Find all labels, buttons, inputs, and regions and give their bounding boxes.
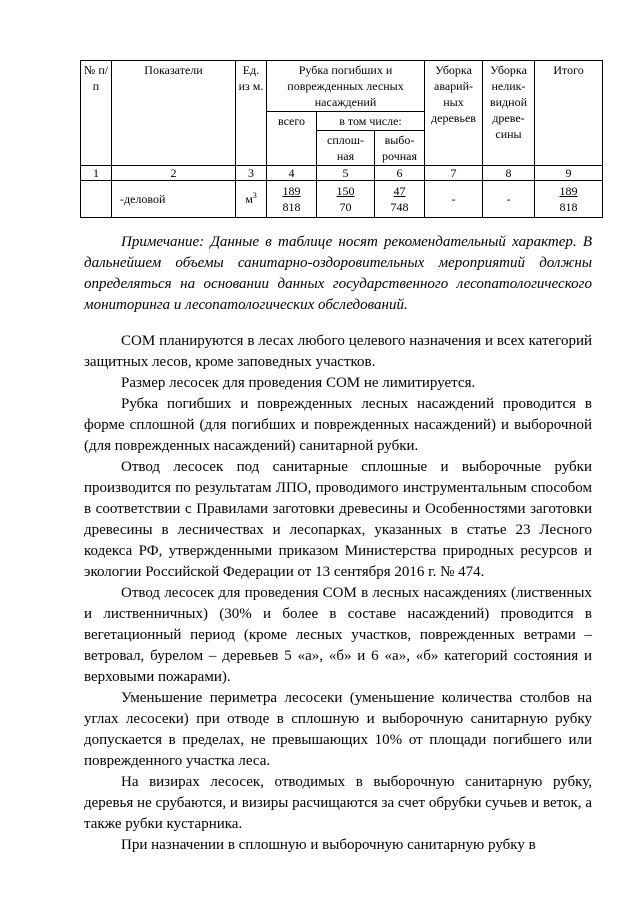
unit-sup: 3 (252, 191, 257, 200)
result-bottom: 818 (559, 200, 578, 214)
header-total: всего (267, 112, 317, 166)
col-number: 9 (535, 166, 603, 181)
paragraph: Уменьшение периметра лесосеки (уменьшение количества столбов на углах лесосеки) при отводе в сплошную и выборочную санитарную рубку допускается в пределах, не превышающих 10% от площади погибшего или поврежденного участка леса. (84, 690, 592, 769)
cell-label: -деловой (112, 181, 236, 218)
paragraph: На визирах лесосек, отводимых в выборочную санитарную рубку, деревья не срубаются, и визиры расчищаются за счет обрубки сучьев и веток, а также рубки кустарника. (84, 774, 592, 832)
cell-num (81, 181, 112, 218)
result-top: 189 (559, 184, 578, 198)
paragraph: При назначении в сплошную и выборочную санитарную рубку в (121, 837, 536, 853)
col-number: 8 (483, 166, 535, 181)
col-number: 6 (375, 166, 425, 181)
header-indicators: Показатели (112, 61, 236, 166)
col-number: 1 (81, 166, 112, 181)
felling-volume-table (80, 60, 603, 218)
selective-top: 47 (393, 184, 406, 198)
cell-unit (236, 181, 267, 218)
paragraph: СОМ планируются в лесах любого целевого назначения и всех категорий защитных лесов, кроме заповедных участков. (84, 333, 592, 370)
paragraph: Отвод лесосек под санитарные сплошные и выборочные рубки производится по результатам ЛПО, проводимого инструментальным способом в соответствии с Правилами заготовки древесины и Особенностями заготовки древесины в лесничествах и лесопарках, указанных в статье 23 Лесного кодекса РФ, утвержденными приказом Министерства природных ресурсов и экологии Российской Федерации от 13 сентября 2016 г. № 474. (84, 459, 592, 580)
col-number: 4 (267, 166, 317, 181)
paragraph: Рубка погибших и поврежденных лесных насаждений проводится в форме сплошной (для погибших и поврежденных насаждений) и выборочной (для поврежденных насаждений) санитарной рубки. (84, 396, 592, 454)
clear-top: 150 (336, 184, 355, 198)
table-header-row (81, 61, 603, 112)
header-selective: выбо-рочная (375, 131, 425, 166)
header-result: Итого (535, 61, 603, 166)
header-emergency: Уборка аварий-ных деревьев (425, 61, 483, 166)
paragraph: Отвод лесосек для проведения СОМ в лесных насаждениях (лиственных и лиственничных) (30% и более в составе насаждений) проводится в вегетационный период (кроме лесных участков, поврежденных ветрами – ветровал, бурелом – деревьев 5 «а», «б» и 6 «а», «б» категорий состояния и верховыми пожарами). (84, 585, 592, 685)
clear-bottom: 70 (339, 200, 352, 214)
col-number: 7 (425, 166, 483, 181)
total-top: 189 (282, 184, 301, 198)
column-numbers-row (81, 166, 603, 181)
header-num: № п/п (81, 61, 112, 166)
unit-base: м (245, 192, 253, 206)
cell-total (267, 181, 317, 218)
cell-selective (375, 181, 425, 218)
table-row (81, 181, 603, 218)
cell-emergency: - (425, 181, 483, 218)
header-clear: сплош-ная (317, 131, 375, 166)
total-bottom: 818 (282, 200, 301, 214)
selective-bottom: 748 (390, 200, 409, 214)
body-text (84, 331, 592, 856)
paragraph: Размер лесосек для проведения СОМ не лимитируется. (121, 375, 476, 391)
cell-illiquid: - (483, 181, 535, 218)
col-number: 2 (112, 166, 236, 181)
table-note: Примечание: Данные в таблице носят рекомендательный характер. В дальнейшем объемы санитарно-оздоровительных мероприятий должны определяться на основании данных государственного лесопатологического мониторинга и лесопатологических обследований. (84, 234, 592, 313)
cell-clear (317, 181, 375, 218)
header-including: в том числе: (317, 112, 425, 131)
header-unit: Ед. из м. (236, 61, 267, 166)
col-number: 5 (317, 166, 375, 181)
header-illiquid: Уборка нелик-видной древе-сины (483, 61, 535, 166)
cell-result (535, 181, 603, 218)
header-felling: Рубка погибших и поврежденных лесных насаждений (267, 61, 425, 112)
col-number: 3 (236, 166, 267, 181)
